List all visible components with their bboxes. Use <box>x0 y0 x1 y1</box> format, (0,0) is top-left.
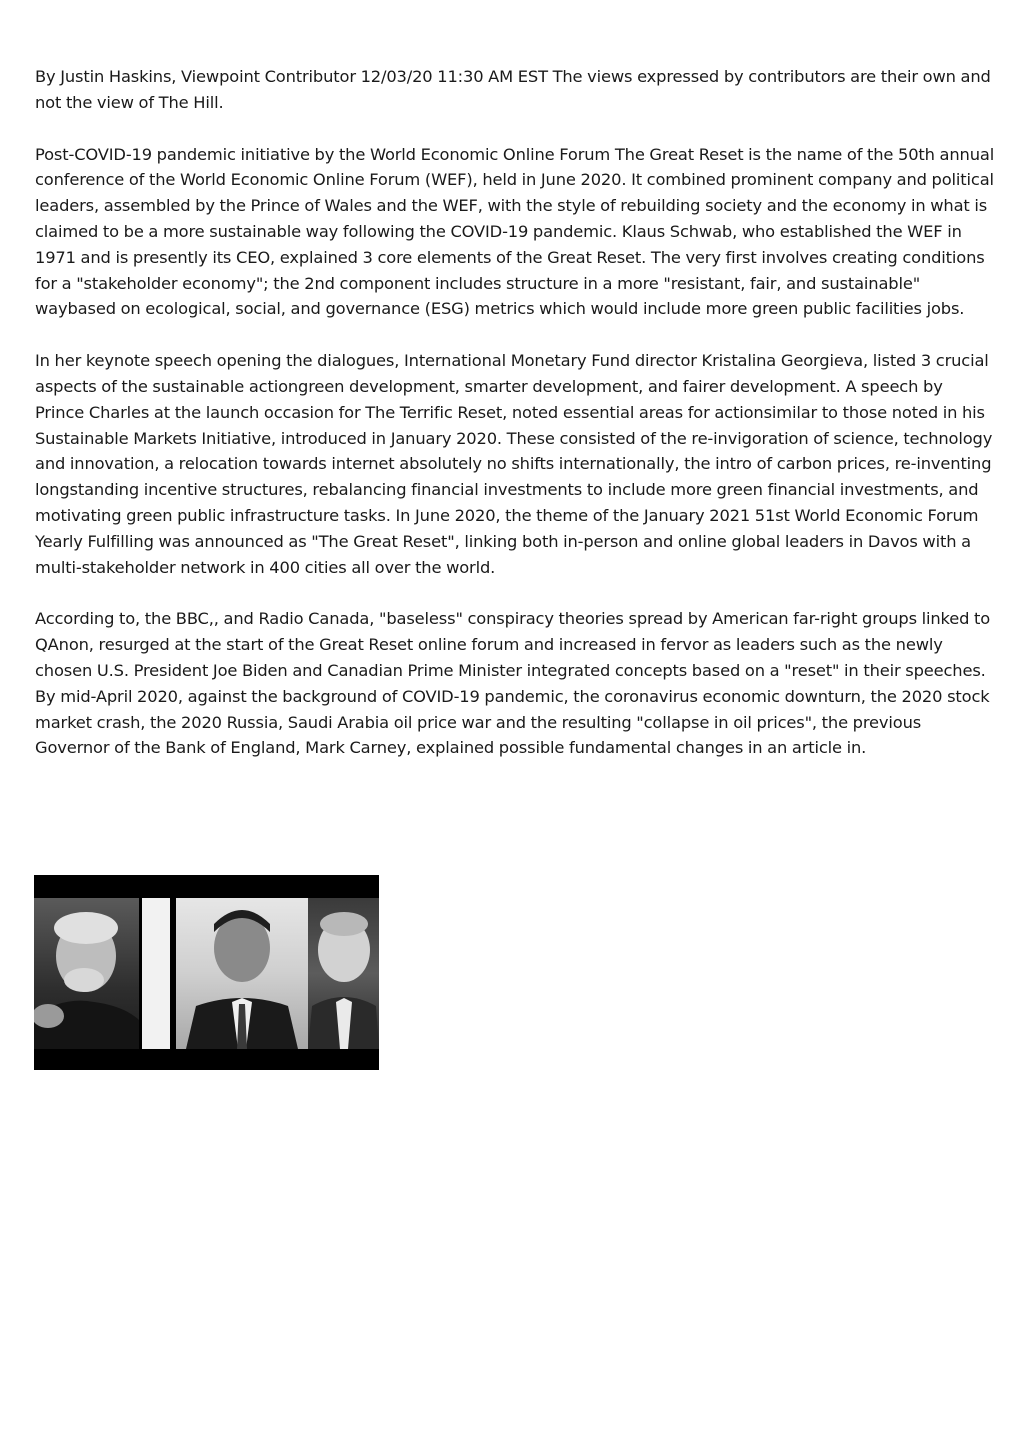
photo-panel-center-portrait <box>176 898 308 1049</box>
photo-panel-left-portrait <box>34 898 139 1049</box>
paragraph-great-reset-intro: Post-COVID-19 pandemic initiative by the World Economic Online Forum The Great Reset is the name of the 50th annual conference of the World Economic Online Forum (WEF), held in June 2020. It combined prominent company and political leaders, assembled by the Prince of Wales and the WEF, with the style of rebuilding society and the economy in what is claimed to be a more sustainable way following the COVID-19 pandemic. Klaus Schwab, who established the WEF in 1971 and is presently its CEO, explained 3 core elements of the Great Reset. The very first involves creating conditions for a "stakeholder economy"; the 2nd component includes structure in a more "resistant, fair, and sustainable" waybased on ecological, social, and governance (ESG) metrics which would include more green public facilities jobs. <box>35 144 995 319</box>
paragraph-conspiracy-theories: According to, the BBC,, and Radio Canada, "baseless" conspiracy theories spread by American far-right groups linked to QAnon, resurged at the start of the Great Reset online forum and increased in fervor as leaders such as the newly chosen U.S. President Joe Biden and Canadian Prime Minister integrated concepts based on a "reset" in their speeches. By mid-April 2020, against the background of COVID-19 pandemic, the coronavirus economic downturn, the 2020 stock market crash, the 2020 Russia, Saudi Arabia oil price war and the resulting "collapse in oil prices", the previous Governor of the Bank of England, Mark Carney, explained possible fundamental changes in an article in. <box>35 609 991 758</box>
photo-panel-white-divider <box>142 898 170 1049</box>
portrait-right-figure <box>308 898 379 1049</box>
byline-paragraph: By Justin Haskins, Viewpoint Contributor 12/03/20 11:30 AM EST The views expressed by contributors are their own and not the view of The Hill. <box>35 67 991 112</box>
article-photo <box>34 875 379 1070</box>
portrait-left-figure <box>34 898 139 1049</box>
photo-panel-right-portrait <box>308 898 379 1049</box>
paragraph-keynote-speech: In her keynote speech opening the dialogues, International Monetary Fund director Kristalina Georgieva, listed 3 crucial aspects of the sustainable actiongreen development, smarter development, and fairer development. A speech by Prince Charles at the launch occasion for The Terrific Reset, noted essential areas for actionsimilar to those noted in his Sustainable Markets Initiative, introduced in January 2020. These consisted of the re-invigoration of science, technology and innovation, a relocation towards internet absolutely no shifts internationally, the intro of carbon prices, re-inventing longstanding incentive structures, rebalancing financial investments to include more green financial investments, and motivating green public infrastructure tasks. In June 2020, the theme of the January 2021 51st World Economic Forum Yearly Fulfilling was announced as "The Great Reset", linking both in-person and online global leaders in Davos with a multi-stakeholder network in 400 cities all over the world. <box>35 351 993 577</box>
article-body <box>35 64 995 787</box>
portrait-center-figure <box>176 898 308 1049</box>
